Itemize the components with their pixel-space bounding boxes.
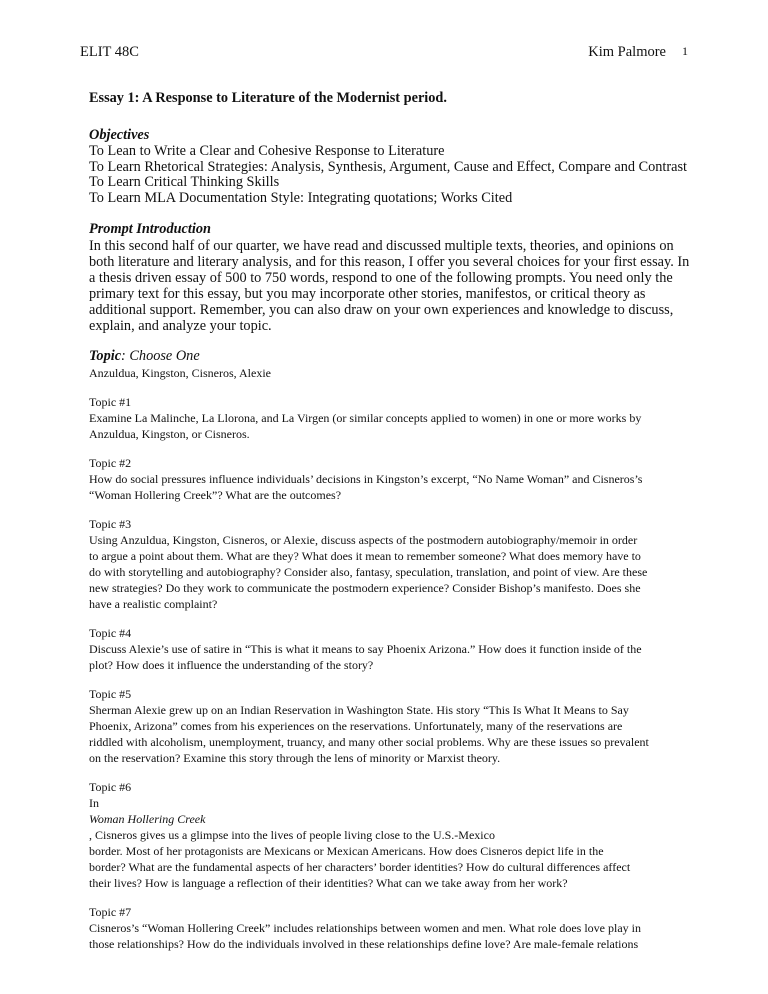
- document-body: [89, 89, 689, 952]
- course-code: ELIT 48C: [80, 44, 139, 60]
- topic-4: [89, 625, 689, 673]
- topic-label: Topic #4: [89, 625, 132, 640]
- topic-text: Using Anzuldua, Kingston, Cisneros, or Alexie, discuss aspects of the postmodern autobiography/memoir in order to argue a point about them. What are they? What does it mean to remember someone? What does memory have to do with storytelling and autobiography? Consider also, fantasy, speculation, translation, and point of view. Are these new strategies? Do they work to communicate the postmodern experience? Consider Bishop’s manifesto. Does she have a realistic complaint?: [89, 532, 648, 611]
- objective-item: To Learn Critical Thinking Skills: [89, 174, 280, 191]
- topic-label: Topic #5: [89, 686, 132, 701]
- topic-6: [89, 779, 689, 891]
- objectives-section: [89, 127, 689, 207]
- topic-text: Cisneros’s “Woman Hollering Creek” includes relationships between women and men. What role does love play in those relationships? How do the individuals involved in these relationships define love? Are male-female relations: [89, 920, 642, 951]
- topic-2: [89, 455, 689, 503]
- objective-item: To Learn Rhetorical Strategies: Analysis, Synthesis, Argument, Cause and Effect, Compare and Contrast: [89, 158, 688, 175]
- topics-heading: Topic: Choose One: [89, 347, 200, 364]
- topics-section: [89, 348, 689, 952]
- topic-text: Sherman Alexie grew up on an Indian Reservation in Washington State. His story “This Is What It Means to Say Phoenix, Arizona” comes from his experiences on the reservations. Unfortunately, many of the reservations are riddled with alcoholism, unemployment, truancy, and many other social problems. Why are these issues so prevalent on the reservation? Examine this story through the lens of minority or Marxist theory.: [89, 702, 649, 765]
- page-header: [80, 44, 688, 64]
- topic-1: [89, 394, 689, 442]
- topic-3: [89, 516, 689, 612]
- prompt-text: In this second half of our quarter, we have read and discussed multiple texts, theories, and opinions on both literature and literary analysis, and for this reason, I offer you several choices for your first essay. In a thesis driven essay of 500 to 750 words, respond to one of the following prompts. You need only the primary text for this essay, but you may incorporate other stories, manifestos, or critical theory as additional support. Remember, you can also draw on your own experiences and knowledge to discuss, explain, and analyze your topic.: [89, 237, 690, 334]
- topic-text: In Woman Hollering Creek , Cisneros gives us a glimpse into the lives of people living close to the U.S.-Mexico border. Most of her protagonists are Mexicans or Mexican Americans. How does Cisneros depict life in the border? What are the fundamental aspects of her characters’ border identities? How do cultural differences affect their lives? How is language a reflection of their identities? What can we take away from her work?: [89, 795, 631, 890]
- essay-title: Essay 1: A Response to Literature of the Modernist period.: [89, 90, 447, 106]
- book-title: Woman Hollering Creek: [89, 811, 206, 826]
- objectives-heading: Objectives: [89, 127, 150, 143]
- prompt-section: [89, 221, 689, 334]
- topic-label: Topic #3: [89, 516, 132, 531]
- objective-item: To Learn MLA Documentation Style: Integrating quotations; Works Cited: [89, 190, 513, 207]
- topic-text: How do social pressures influence individuals’ decisions in Kingston’s excerpt, “No Name Woman” and Cisneros’s “Woman Hollering Creek”? What are the outcomes?: [89, 471, 643, 502]
- objective-item: To Lean to Write a Clear and Cohesive Response to Literature: [89, 143, 445, 159]
- topic-5: [89, 686, 689, 766]
- topic-text: Discuss Alexie’s use of satire in “This is what it means to say Phoenix Arizona.” How does it function inside of the plot? How does it influence the understanding of the story?: [89, 641, 642, 672]
- author-name: Kim Palmore: [588, 44, 666, 60]
- topic-7: [89, 904, 689, 952]
- topic-label: Topic #7: [89, 904, 132, 919]
- topic-text: Examine La Malinche, La Llorona, and La Virgen (or similar concepts applied to women) in one or more works by Anzuldua, Kingston, or Cisneros.: [89, 410, 642, 441]
- page-number: 1: [682, 44, 688, 58]
- topic-label: Topic #2: [89, 455, 132, 470]
- topic-authors: Anzuldua, Kingston, Cisneros, Alexie: [89, 365, 271, 380]
- topic-label: Topic #1: [89, 394, 132, 409]
- topic-label: Topic #6: [89, 779, 132, 794]
- prompt-heading: Prompt Introduction: [89, 220, 211, 237]
